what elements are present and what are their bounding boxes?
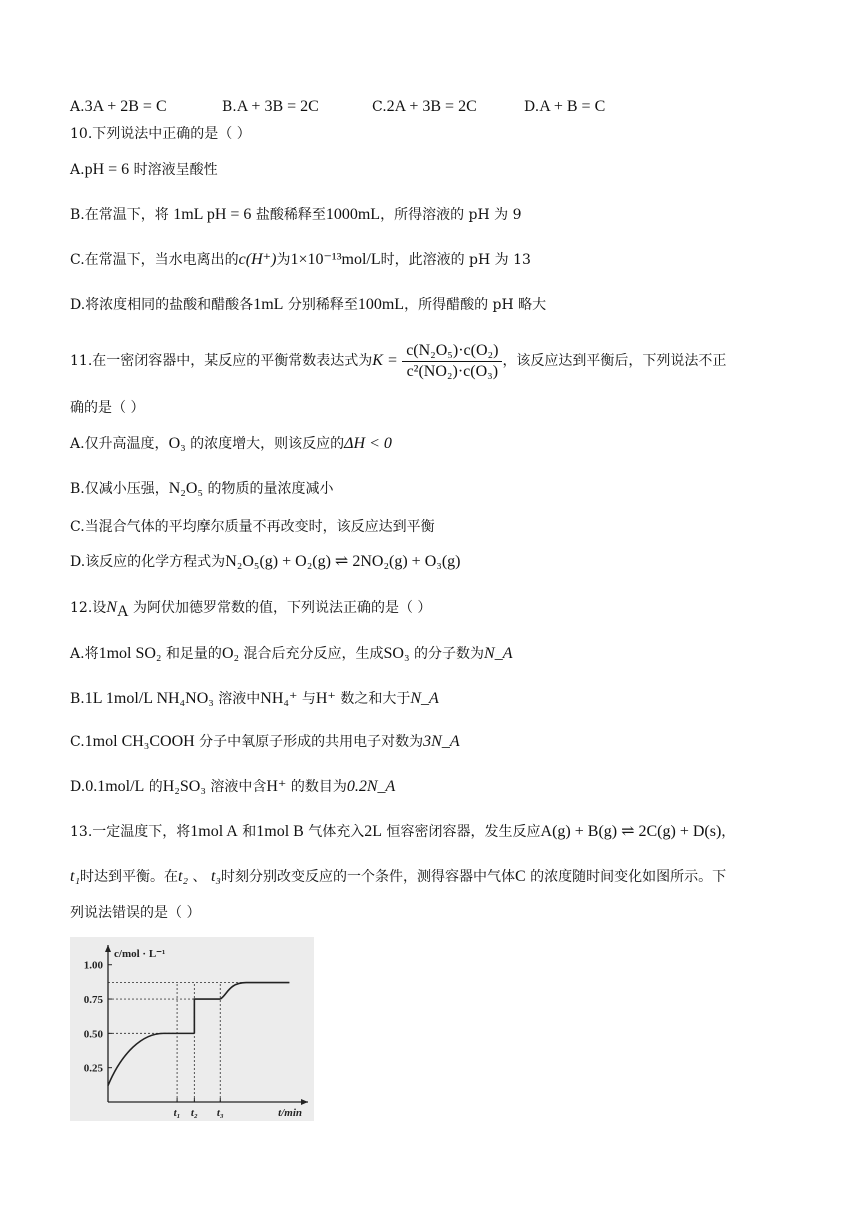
q11-option-c: C.当混合气体的平均摩尔质量不再改变时，该反应达到平衡 xyxy=(70,519,435,535)
q10-option-a: A.pH = 6 时溶液呈酸性 xyxy=(70,161,218,178)
q12-stem: 12.设$N_A$ 为阿伏加德罗常数的值，下列说法正确的是（ ） xyxy=(70,599,432,620)
fraction-denominator: c²(NO₂)·c(O₃) xyxy=(406,362,499,380)
y-tick-label: 1.00 xyxy=(83,959,103,972)
q10-stem: 10.下列说法中正确的是（ ） xyxy=(70,126,251,142)
q9-option-b: B.A + 3B = 2C xyxy=(222,98,319,115)
q12-option-d: D.0.1mol/L 的H₂SO₃ 溶液中含H⁺ 的数目为0.2N_A xyxy=(70,778,396,795)
q9-option-c: C.2A + 3B = 2C xyxy=(372,98,477,115)
y-axis-label: c/mol · L⁻¹ xyxy=(114,948,166,960)
q13-stem-line3: 列说法错误的是（ ） xyxy=(70,905,201,921)
fraction-numerator: c(N₂O₅)·c(O₂) xyxy=(402,341,502,362)
q10-option-b: B.在常温下，将 1mL pH = 6 盐酸稀释至1000mL，所得溶液的 pH 为 9 xyxy=(70,206,522,223)
chart-background xyxy=(70,937,314,1121)
q13-stem-line2: t₁时达到平衡。在t₂ 、 t₃时刻分别改变反应的一个条件，测得容器中气体C 的浓度随时间变化如图所示。下 xyxy=(70,868,727,885)
x-axis-label: t/min xyxy=(278,1107,302,1119)
q9-option-a: A.3A + 2B = C xyxy=(70,98,167,115)
q13-stem-line1: 13.一定温度下，将1mol A 和1mol B 气体充入2L 恒容密闭容器，发生反应A(g) + B(g) ⇌ 2C(g) + D(s)， xyxy=(70,823,736,840)
x-tick-label: t₃ xyxy=(216,1107,224,1119)
q10-option-d: D.将浓度相同的盐酸和醋酸各1mL 分别稀释至100mL，所得醋酸的 pH 略大 xyxy=(70,296,547,313)
q11-option-b: B.仅减小压强，N₂O₅ 的物质的量浓度减小 xyxy=(70,480,334,497)
x-tick-label: t₁ xyxy=(173,1107,181,1119)
y-tick-label: 0.25 xyxy=(83,1062,103,1075)
equilibrium-constant-fraction xyxy=(402,341,502,382)
q11-stem: 11.在一密闭容器中，某反应的平衡常数表达式为K = $\frac{\text{c(N₂O₅)·c(O₂)}}{\text{c²(NO₂)·c(O₃)}}$ ，该反应达到平衡后，下列说法不正 xyxy=(70,341,727,380)
q11-option-d: D.该反应的化学方程式为N₂O₅(g) + O₂(g) ⇌ 2NO₂(g) + O₃(g) xyxy=(70,553,461,570)
y-tick-label: 0.75 xyxy=(83,994,103,1007)
q12-option-c: C.1mol CH₃COOH 分子中氧原子形成的共用电子对数为3N_A xyxy=(70,733,460,750)
concentration-time-chart xyxy=(70,937,314,1121)
q11-option-a: A.仅升高温度，O₃ 的浓度增大，则该反应的ΔH < 0 xyxy=(70,435,392,452)
y-tick-label: 0.50 xyxy=(83,1028,103,1041)
q12-option-b: B.1L 1mol/L NH₄NO₃ 溶液中NH₄⁺ 与H⁺ 数之和大于N_A xyxy=(70,690,439,707)
q10-option-c: C.在常温下，当水电离出的c(H⁺)为1×10⁻¹³mol/L时，此溶液的 pH 为 13 xyxy=(70,251,531,268)
x-tick-label: t₂ xyxy=(190,1107,198,1119)
q12-option-a: A.将1mol SO₂ 和足量的O₂ 混合后充分反应，生成SO₃ 的分子数为N_A xyxy=(70,645,513,662)
q11-stem-line2: 确的是（ ） xyxy=(70,400,145,416)
q9-option-d: D.A + B = C xyxy=(524,98,606,115)
